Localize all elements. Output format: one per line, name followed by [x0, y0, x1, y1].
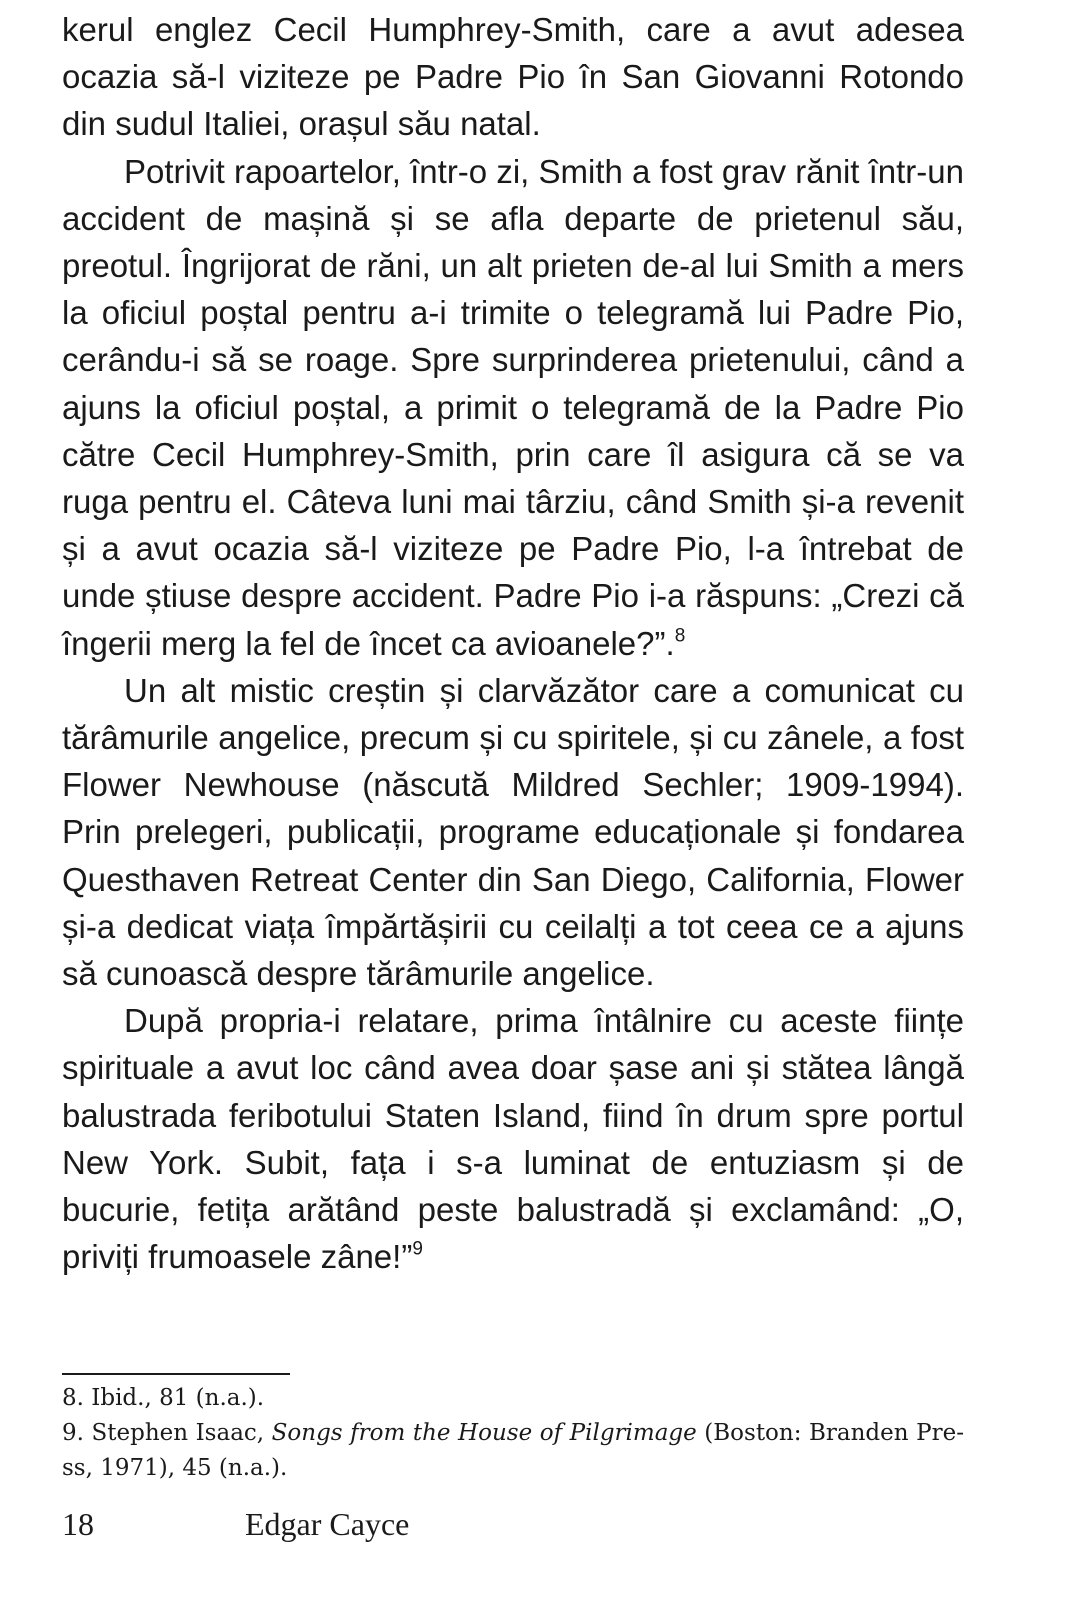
footnote-ref-9[interactable]: 9 — [412, 1238, 423, 1260]
paragraph-2-text: Potrivit rapoartelor, într-o zi, Smith a fost grav rănit într-un accident de mașină și se afla departe de prietenul său, preotul. Îngrijorat de răni, un alt prieten de-al lui Smith a mers la oficiul poștal pentru a-i trimite o telegramă lui Padre Pio, cerându-i să se roage. Spre surprinderea prietenului, când a ajuns la oficiul poștal, a primit o telegramă de la Padre Pio către Cecil Humphrey-Smith, prin care îl asigura că se va ruga pentru el. Câteva luni mai târziu, când Smith și-a revenit și a avut ocazia să-l viziteze pe Padre Pio, l-a întrebat de unde știuse despre accident. Padre Pio i-a răspuns: „Crezi că îngerii merg la fel de încet ca avioanele?”. — [62, 152, 964, 662]
footnotes — [62, 1381, 964, 1486]
paragraph-3-text: Un alt mistic creștin și clarvăzător care a comunicat cu tărâmurile angelice, precum și cu spiritele, și cu zânele, a fost Flower Newhouse (născută Mildred Sechler; 1909-1994). Prin prelegeri, publicații, programe educaționale și fondarea Questhaven Retreat Center din San Diego, California, Flower și-a dedicat viața împărtășirii cu ceilalți a tot ceea ce a ajuns să cunoască despre tărâmurile angelice. — [62, 671, 964, 993]
paragraph-1 — [62, 6, 964, 148]
footnote-ref-8[interactable]: 8 — [674, 624, 686, 646]
paragraph-3 — [62, 667, 964, 997]
footnote-separator — [62, 1373, 290, 1375]
paragraph-2 — [62, 148, 964, 667]
body-text — [62, 6, 964, 1280]
footnote-8-text: 8. Ibid., 81 (n.a.). — [62, 1385, 265, 1411]
paragraph-1-text: kerul englez Cecil Humphrey-Smith, care a avut adesea ocazia să-l viziteze pe Padre Pio în San Giovanni Rotondo din sudul Italiei, orașul său natal. — [62, 11, 964, 143]
footnote-9 — [62, 1416, 964, 1486]
paragraph-4-text: După propria-i relatare, prima întâlnire cu aceste ființe spirituale a avut loc când avea doar șase ani și stătea lângă balustrada feribotului Staten Island, fiind în drum spre portul New York. Subit, fața i s-a luminat de entuziasm și de bucurie, fetița arătând peste balustradă și exclamând: „O, priviți frumoasele zâne!” — [62, 1002, 964, 1276]
footnote-9-suffix: (Boston: Branden Press, 1971), 45 (n.a.). — [62, 1420, 964, 1481]
page-number: 18 — [62, 1506, 94, 1542]
footnote-8 — [62, 1381, 964, 1416]
running-title: Edgar Cayce — [245, 1506, 410, 1542]
footnote-9-prefix: 9. Stephen Isaac, — [62, 1420, 272, 1446]
paragraph-4 — [62, 997, 964, 1280]
footnote-9-book-title: Songs from the House of Pilgrimage — [271, 1420, 697, 1446]
